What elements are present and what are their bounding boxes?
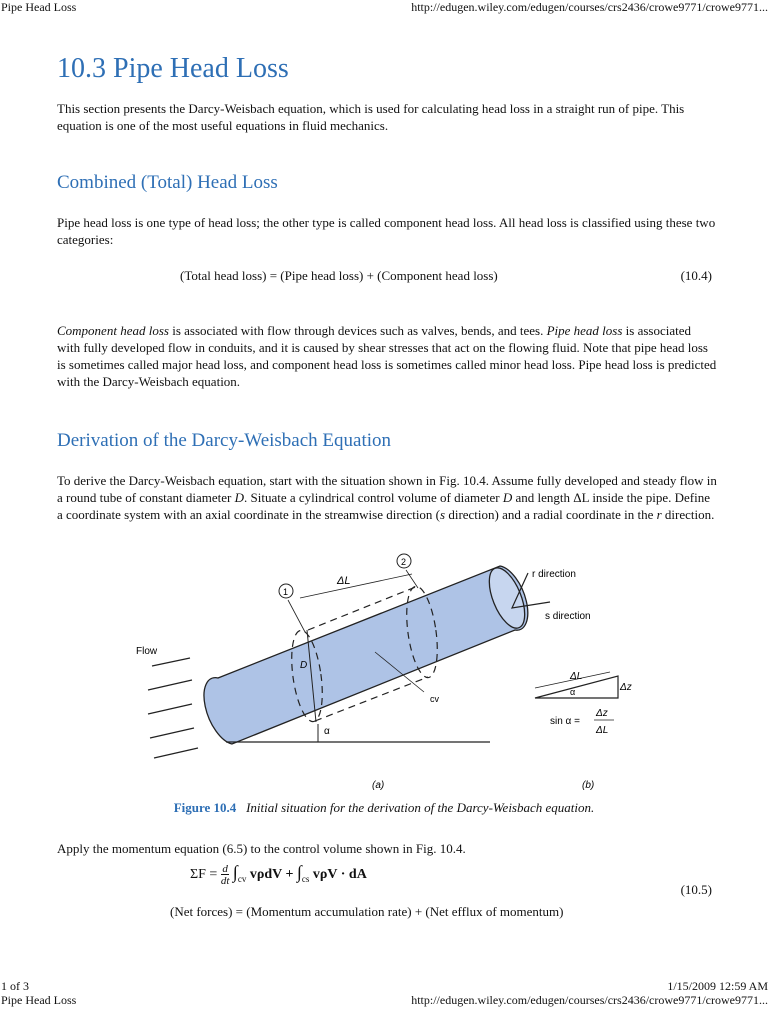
head-loss-paragraph: Component head loss is associated with flow through devices such as valves, bends, and tees. Pipe head loss is associated with fully developed flow in conduits, and it is caused by shear stresses that act on the flowing fluid. Note that pipe head loss is sometimes called major head loss, and component head loss is sometimes called minor head loss. Pipe head loss is predicted with the Darcy-Weisbach equation. bbox=[57, 323, 717, 389]
station-2-number: 2 bbox=[401, 557, 407, 567]
flow-label: Flow bbox=[136, 646, 158, 657]
sin-alpha-label: sin α = bbox=[550, 716, 580, 727]
equation-10-4: (Total head loss) = (Pipe head loss) + (Component head loss) bbox=[180, 268, 498, 283]
intro-paragraph: This section presents the Darcy-Weisbach equation, which is used for calculating head loss in a straight run of pipe. This equation is one of the most useful equations in fluid mechanics. bbox=[57, 101, 685, 133]
equation-10-5: $\Sigma F = \frac{d}{dt} \int_{cv}$ $v\rho dV + \int_{cs}$ vρV · dA bbox=[190, 862, 367, 887]
section-title-combined: Combined (Total) Head Loss bbox=[57, 172, 278, 193]
station-2-leader bbox=[406, 570, 418, 588]
eq-derivative: $\frac{d}{dt}$ bbox=[220, 862, 230, 887]
s-direction-label: s direction bbox=[545, 611, 591, 622]
figure-number: Figure 10.4 bbox=[173, 800, 237, 815]
delta-z-label: Δz bbox=[620, 682, 632, 693]
station-1-leader bbox=[288, 600, 305, 632]
derivation-paragraph: To derive the Darcy-Weisbach equation, start with the situation shown in Fig. 10.4. Assume fully developed and steady flow in a round tube of constant diameter D. Situate a cylindrical control volume of diameter D and length ΔL inside the pipe. Define a coordinate system with an axial coordinate in the streamwise direction (s direction) and a radial coordinate in the r direction. bbox=[57, 473, 717, 522]
integral-cs: ∫ bbox=[296, 862, 302, 882]
footer-datetime: 1/15/2009 12:59 AM bbox=[667, 979, 768, 993]
delta-l-dimension bbox=[300, 574, 412, 598]
fraction-numerator: Δz bbox=[596, 708, 608, 719]
term-component-head-loss: Component head loss bbox=[57, 323, 169, 338]
eq-lhs: ΣF = bbox=[190, 867, 218, 882]
section-title-derivation: Derivation of the Darcy-Weisbach Equation bbox=[57, 430, 392, 451]
combined-paragraph: Pipe head loss is one type of head loss; the other type is called component head loss. All head loss is classified using these two categories: bbox=[57, 215, 716, 247]
equation-number-10-4: (10.4) bbox=[680, 268, 712, 283]
panel-b-label: (b) bbox=[582, 780, 595, 791]
header-title-2: Pipe Head Loss bbox=[1, 993, 77, 1007]
figure-caption-text: Initial situation for the derivation of the Darcy-Weisbach equation. bbox=[246, 800, 595, 815]
integral-cv: ∫ bbox=[232, 862, 238, 882]
panel-a-label: (a) bbox=[372, 780, 385, 791]
alpha-label-b: α bbox=[570, 687, 576, 697]
equation-number-10-5: (10.5) bbox=[680, 882, 712, 897]
print-footer bbox=[0, 979, 768, 993]
print-header bbox=[0, 0, 768, 14]
fraction-denominator: ΔL bbox=[596, 725, 609, 736]
eq-term2: vρV · dA bbox=[312, 867, 367, 882]
header-title: Pipe Head Loss bbox=[1, 0, 77, 14]
r-direction-label: r direction bbox=[532, 569, 576, 580]
diameter-label: D bbox=[300, 660, 308, 671]
pipe-body bbox=[204, 566, 528, 744]
figure-10-4-diagram bbox=[130, 548, 630, 796]
equation-10-5-words: (Net forces) = (Momentum accumulation rate) + (Net efflux of momentum) bbox=[170, 904, 564, 919]
footer-page: 1 of 3 bbox=[1, 979, 29, 993]
momentum-intro: Apply the momentum equation (6.5) to the control volume shown in Fig. 10.4. bbox=[57, 841, 466, 856]
flow-arrows bbox=[148, 658, 198, 758]
term-pipe-head-loss: Pipe head loss bbox=[546, 323, 623, 338]
page-title: 10.3 Pipe Head Loss bbox=[57, 53, 289, 84]
eq-term1: vρdV + bbox=[249, 867, 294, 882]
cv-label: cv bbox=[430, 694, 439, 704]
figure-caption bbox=[0, 800, 768, 816]
print-header-2 bbox=[0, 993, 768, 1007]
station-1-number: 1 bbox=[283, 587, 289, 597]
header-url[interactable]: http://edugen.wiley.com/edugen/courses/crs2436/crowe9771/crowe9771... bbox=[411, 0, 768, 14]
header-url-2[interactable]: http://edugen.wiley.com/edugen/courses/crs2436/crowe9771/crowe9771... bbox=[411, 993, 768, 1007]
alpha-label: α bbox=[324, 726, 330, 737]
delta-l-label-b: ΔL bbox=[570, 671, 583, 682]
delta-l-label: ΔL bbox=[337, 575, 351, 587]
